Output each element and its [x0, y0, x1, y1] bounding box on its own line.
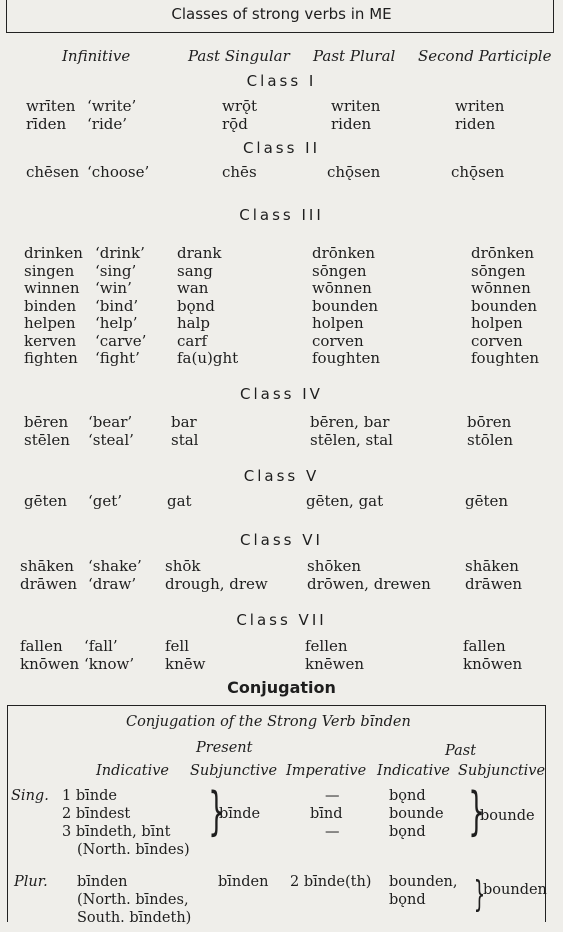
verb-row [0, 413, 563, 431]
gloss-cell: ‘steal’ [88, 430, 134, 449]
verb-row [0, 492, 563, 510]
plur-ind-2: (North. bīndes, [77, 892, 189, 908]
verb-row [0, 332, 563, 350]
past-singular-cell: gat [167, 492, 192, 510]
gloss-cell: ‘fight’ [95, 349, 140, 367]
class-heading: Class V [243, 467, 320, 485]
second-participle-cell: riden [455, 114, 496, 133]
verb-row [0, 575, 563, 593]
verb-row [0, 115, 563, 133]
infinitive-cell: knōwen [20, 654, 80, 673]
infinitive-cell: wrīten [26, 97, 76, 115]
col-subjunctive: Subjunctive [190, 763, 278, 779]
header-infinitive: Infinitive [62, 47, 131, 65]
gloss-cell: ‘help’ [95, 314, 138, 332]
past-singular-cell: wan [177, 279, 209, 297]
second-participle-cell: sōngen [471, 261, 526, 280]
past-singular-cell: stal [171, 430, 199, 449]
second-participle-cell: gēten [465, 492, 509, 510]
past-plural-cell: chǭsen [327, 163, 381, 181]
infinitive-cell: shāken [20, 557, 74, 575]
past-singular-cell: drough, drew [165, 574, 268, 593]
header-second-participle: Second Participle [418, 47, 552, 65]
page-title: Classes of strong verbs in ME [171, 5, 392, 23]
plur-past-ind-2: bǫnd [389, 892, 426, 908]
plur-label: Plur. [14, 874, 48, 890]
second-participle-cell: fallen [463, 637, 506, 655]
sing-imp-1: — [325, 788, 340, 804]
class-heading: Class II [242, 139, 321, 157]
sing-past-ind-2: bounde [389, 806, 444, 822]
second-participle-cell: knōwen [463, 654, 523, 673]
past-plural-cell: bēren, bar [310, 413, 390, 431]
second-participle-cell: shāken [465, 557, 519, 575]
second-participle-cell: bounden [471, 296, 538, 315]
past-singular-cell: carf [177, 331, 208, 350]
past-singular-cell: chēs [222, 163, 257, 181]
present-label: Present [196, 740, 253, 756]
infinitive-cell: drāwen [20, 574, 78, 593]
past-plural-cell: fellen [305, 637, 348, 655]
verb-row [0, 97, 563, 115]
infinitive-cell: bēren [24, 413, 69, 431]
plur-past-subj: bounden [483, 882, 547, 898]
past-plural-cell: corven [312, 331, 364, 350]
infinitive-cell: kerven [24, 331, 77, 350]
gloss-cell: ‘carve’ [95, 331, 147, 350]
gloss-cell: ‘get’ [88, 492, 123, 510]
past-plural-cell: wōnnen [312, 279, 372, 297]
plur-ind-3: South. bīndeth) [77, 910, 192, 926]
past-singular-cell: halp [177, 314, 211, 332]
infinitive-cell: drinken [24, 244, 83, 262]
verb-row [0, 279, 563, 297]
second-participle-cell: stōlen [467, 430, 514, 449]
second-participle-cell: corven [471, 331, 523, 350]
sing-ind-north: (North. bīndes) [77, 842, 190, 858]
sing-label: Sing. [11, 788, 49, 804]
brace-sing-subj: } [208, 782, 225, 842]
sing-ind-3: 3 bīndeth, bīnt [62, 824, 171, 840]
second-participle-cell: wōnnen [471, 279, 531, 297]
past-plural-cell: shōken [307, 557, 362, 575]
gloss-cell: ‘sing’ [95, 261, 137, 280]
infinitive-cell: fighten [24, 349, 78, 367]
infinitive-cell: chēsen [26, 163, 80, 181]
infinitive-cell: fallen [20, 637, 63, 655]
past-plural-cell: gēten, gat [306, 492, 384, 510]
past-singular-cell: wrǭt [222, 97, 258, 115]
second-participle-cell: chǭsen [451, 163, 505, 181]
past-singular-cell: fa(u)ght [177, 349, 239, 367]
gloss-cell: ‘drink’ [95, 244, 145, 262]
conjugation-box [7, 705, 547, 926]
gloss-cell: ‘bind’ [95, 296, 139, 315]
plur-ind-1: bīnden [77, 874, 128, 890]
past-singular-cell: sang [177, 261, 213, 280]
class-heading: Class I [246, 72, 317, 90]
verb-row [0, 431, 563, 449]
second-participle-cell: bōren [467, 413, 512, 431]
past-plural-cell: stēlen, stal [310, 430, 393, 449]
verb-row [0, 262, 563, 280]
past-plural-cell: bounden [312, 296, 379, 315]
sing-imp-2: bīnd [310, 806, 343, 822]
header-past-singular: Past Singular [188, 47, 290, 65]
second-participle-cell: drāwen [465, 574, 523, 593]
sing-imp-3: — [325, 824, 340, 840]
infinitive-cell: rīden [26, 114, 67, 133]
infinitive-cell: binden [24, 296, 77, 315]
past-plural-cell: drōnken [312, 244, 376, 262]
class-heading: Class IV [240, 385, 323, 403]
past-plural-cell: holpen [312, 314, 364, 332]
past-singular-cell: fell [165, 637, 190, 655]
gloss-cell: ‘ride’ [87, 114, 127, 133]
class-heading: Class III [239, 206, 324, 224]
past-plural-cell: sōngen [312, 261, 367, 280]
verb-row [0, 637, 563, 655]
sing-ind-1: 1 bīnde [62, 788, 117, 804]
past-plural-cell: foughten [312, 349, 381, 367]
past-plural-cell: riden [331, 114, 372, 133]
gloss-cell: ‘shake’ [88, 557, 142, 575]
class-heading: Class VI [240, 531, 323, 549]
verb-row [0, 655, 563, 673]
infinitive-cell: winnen [24, 279, 80, 297]
gloss-cell: ‘know’ [84, 654, 135, 673]
col-indicative: Indicative [96, 763, 169, 779]
col-past-indicative: Indicative [377, 763, 450, 779]
sing-past-ind-3: bǫnd [389, 824, 426, 840]
past-plural-cell: drōwen, drewen [307, 574, 431, 593]
past-singular-cell: knēw [165, 654, 206, 673]
past-singular-cell: rǭd [222, 114, 248, 133]
past-singular-cell: drank [177, 244, 222, 262]
second-participle-cell: holpen [471, 314, 523, 332]
verb-row [0, 297, 563, 315]
gloss-cell: ‘write’ [87, 97, 137, 115]
conjugation-heading: Conjugation [227, 678, 336, 697]
col-imperative: Imperative [286, 763, 367, 779]
sing-past-ind-1: bǫnd [389, 788, 426, 804]
sing-past-subj: bounde [480, 808, 535, 824]
sing-ind-2: 2 bīndest [62, 806, 131, 822]
verb-row [0, 244, 563, 262]
past-plural-cell: knēwen [305, 654, 365, 673]
verb-row [0, 163, 563, 181]
plur-subj: bīnden [218, 874, 269, 890]
gloss-cell: ‘win’ [95, 279, 132, 297]
col-past-subjunctive: Subjunctive [458, 763, 546, 779]
plur-imp: 2 bīnde(th) [290, 874, 372, 890]
gloss-cell: ‘draw’ [88, 574, 137, 593]
verb-row [0, 557, 563, 575]
gloss-cell: ‘choose’ [87, 163, 150, 181]
second-participle-cell: foughten [471, 349, 540, 367]
brace-plur-past-subj: } [473, 874, 486, 915]
brace-sing-past-subj: } [468, 782, 485, 842]
gloss-cell: ‘bear’ [88, 413, 133, 431]
second-participle-cell: drōnken [471, 244, 535, 262]
verb-row [0, 349, 563, 367]
past-singular-cell: shōk [165, 557, 201, 575]
gloss-cell: ‘fall’ [84, 637, 118, 655]
class-heading: Class VII [236, 611, 327, 629]
past-plural-cell: writen [331, 97, 381, 115]
second-participle-cell: writen [455, 97, 505, 115]
plur-past-ind-1: bounden, [389, 874, 458, 890]
past-singular-cell: bǫnd [177, 296, 215, 315]
infinitive-cell: singen [24, 261, 75, 280]
past-label: Past [445, 743, 477, 759]
sing-subj: bīnde [219, 806, 261, 822]
infinitive-cell: stēlen [24, 430, 70, 449]
conjugation-box-title: Conjugation of the Strong Verb bīnden [126, 714, 411, 730]
infinitive-cell: helpen [24, 314, 76, 332]
past-singular-cell: bar [171, 413, 197, 431]
header-past-plural: Past Plural [313, 47, 396, 65]
verb-row [0, 314, 563, 332]
infinitive-cell: gēten [24, 492, 68, 510]
